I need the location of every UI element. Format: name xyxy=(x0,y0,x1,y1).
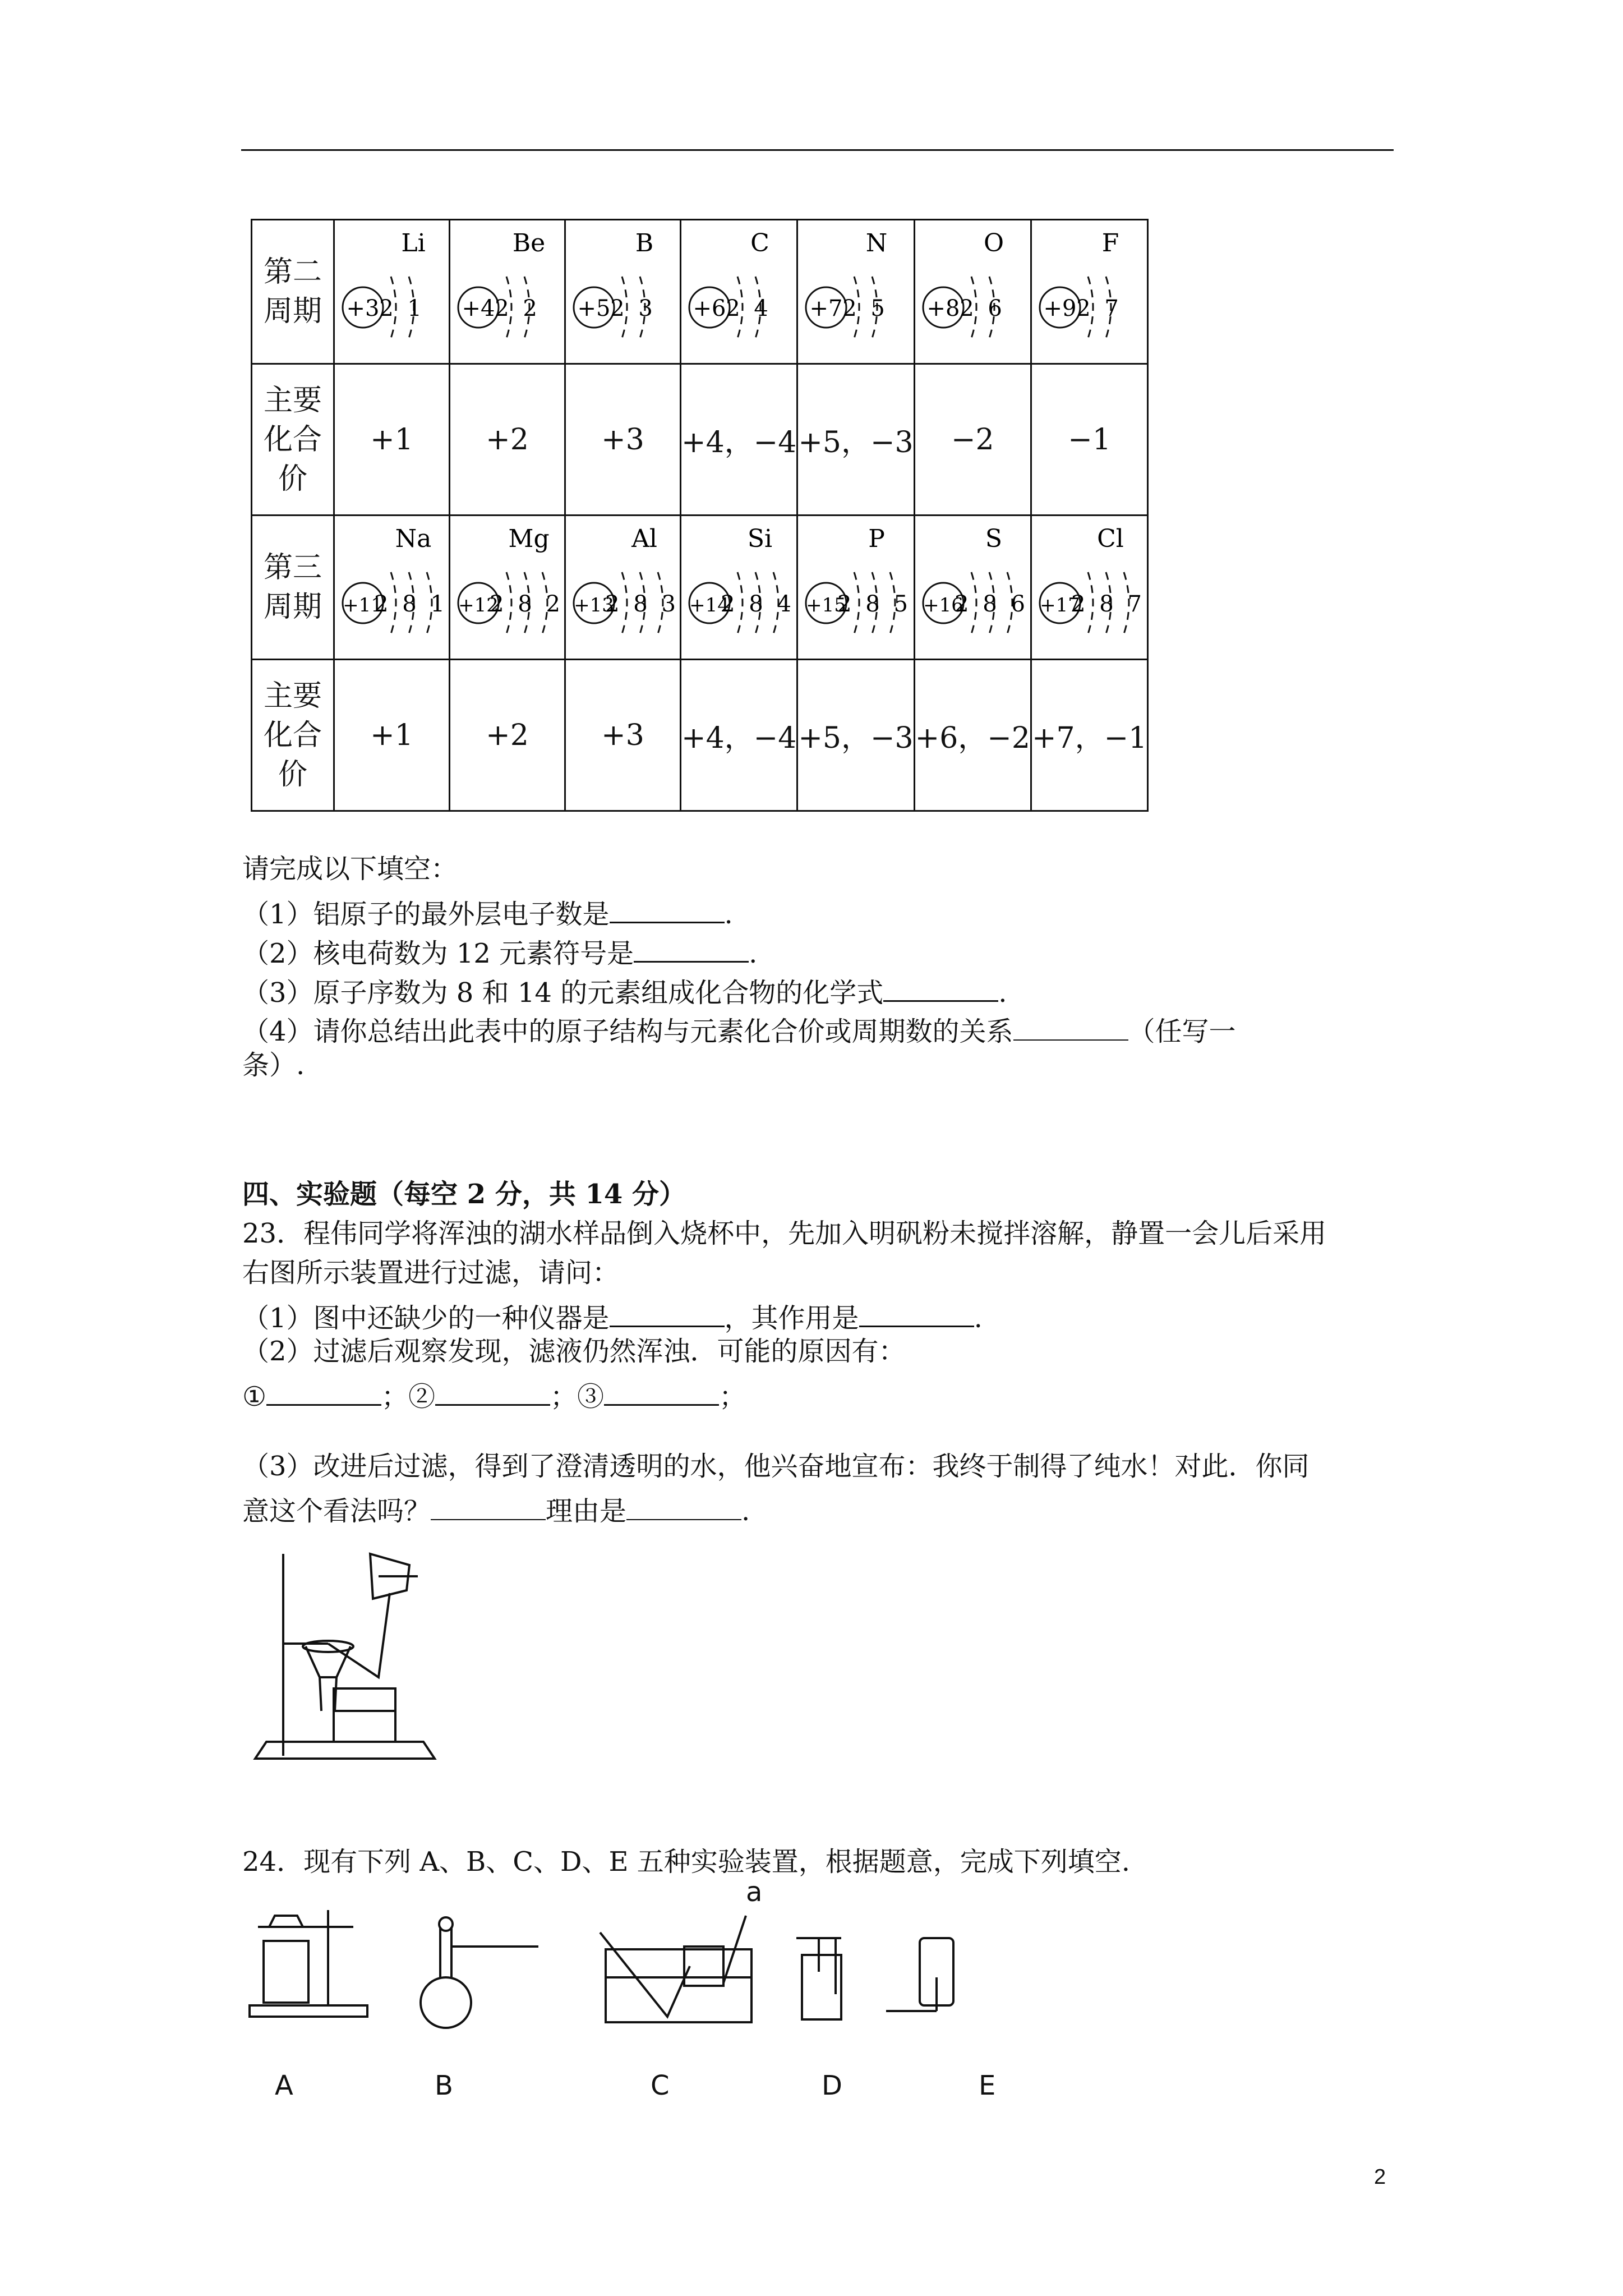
nuclear-charge: +3 xyxy=(346,296,380,321)
element-symbol: B xyxy=(635,229,654,257)
valence-cell: +3 xyxy=(565,364,681,516)
atom-diagram xyxy=(915,516,1029,659)
atom-diagram-cell xyxy=(1031,220,1147,364)
element-symbol: F xyxy=(1101,229,1119,257)
answer-blank[interactable] xyxy=(610,1293,725,1327)
period-label: 第二 周期 xyxy=(252,220,334,364)
electron-counts: 2 8 3 xyxy=(605,591,679,617)
label-B: B xyxy=(435,2070,453,2101)
valence-cell: +4，−4 xyxy=(681,364,797,516)
valence-row xyxy=(252,660,1148,811)
valence-cell: +6，−2 xyxy=(914,660,1031,811)
atom-diagram-cell xyxy=(797,516,914,660)
electron-counts: 2 1 xyxy=(379,296,425,321)
atom-diagram-cell xyxy=(914,220,1031,364)
electron-counts: 2 3 xyxy=(610,296,656,321)
period-label: 第三 周期 xyxy=(252,516,334,660)
atom-diagram-cell xyxy=(565,220,681,364)
atom-diagram xyxy=(450,516,564,659)
atom-diagram xyxy=(681,220,795,363)
electron-counts: 2 2 xyxy=(495,296,541,321)
q24-text: 24．现有下列 A、B、C、D、E 五种实验装置，根据题意，完成下列填空. xyxy=(242,1846,1131,1878)
label-C: C xyxy=(651,2070,670,2101)
atom-diagram-cell xyxy=(914,516,1031,660)
nuclear-charge: +8 xyxy=(926,296,960,321)
label-A: A xyxy=(275,2070,293,2101)
element-symbol: P xyxy=(868,524,886,553)
answer-blank[interactable] xyxy=(1013,1007,1128,1041)
answer-blank[interactable] xyxy=(604,1372,719,1406)
q23-part-2-choices: ① ；② ；③ ； xyxy=(242,1372,746,1416)
answer-blank[interactable] xyxy=(634,928,749,963)
electron-counts: 2 8 7 xyxy=(1071,591,1145,617)
element-symbol: Mg xyxy=(508,524,550,553)
answer-blank[interactable] xyxy=(883,968,998,1002)
nuclear-charge: +14 xyxy=(689,594,730,616)
electron-counts: 2 7 xyxy=(1076,296,1122,321)
answer-blank[interactable] xyxy=(431,1487,546,1520)
answer-blank[interactable] xyxy=(626,1487,741,1520)
electron-counts: 2 8 2 xyxy=(490,591,564,617)
nuclear-charge: +6 xyxy=(693,296,726,321)
answer-blank[interactable] xyxy=(610,889,725,923)
electron-counts: 2 6 xyxy=(959,296,1006,321)
atom-diagram-cell xyxy=(681,220,797,364)
atom-diagram xyxy=(335,220,449,363)
valence-cell: −1 xyxy=(1031,364,1147,516)
atomic-structure-table xyxy=(251,219,1149,812)
lab-apparatus-figure xyxy=(241,1893,1054,2039)
element-symbol: O xyxy=(983,229,1004,257)
valence-row xyxy=(252,364,1148,516)
valence-cell: +1 xyxy=(334,364,450,516)
atom-diagram xyxy=(681,516,795,659)
atom-diagram-cell xyxy=(450,516,565,660)
atom-diagram xyxy=(798,516,912,659)
q23-part-3-line-2: 意这个看法吗？ 理由是 . xyxy=(242,1487,750,1530)
nuclear-charge: +12 xyxy=(458,594,499,616)
answer-blank[interactable] xyxy=(435,1372,550,1406)
element-symbol: S xyxy=(985,524,1002,553)
valence-cell: +2 xyxy=(450,364,565,516)
filtration-apparatus-figure xyxy=(250,1543,463,1767)
q22-item-1: （1）铝原子的最外层电子数是 . xyxy=(242,889,733,933)
atom-diagram-cell xyxy=(334,516,450,660)
electron-counts: 2 8 6 xyxy=(954,591,1029,617)
atom-diagram-cell xyxy=(450,220,565,364)
nuclear-charge: +7 xyxy=(809,296,843,321)
nuclear-charge: +16 xyxy=(923,594,963,616)
label-a: a xyxy=(746,1876,763,1908)
valence-cell: +5，−3 xyxy=(797,660,914,811)
valence-label: 主要 化合 价 xyxy=(252,660,334,811)
element-symbol: Al xyxy=(631,524,657,553)
label-D: D xyxy=(822,2070,842,2101)
q22-item-4: （4）请你总结出此表中的原子结构与元素化合价或周期数的关系 （任写一 xyxy=(242,1007,1236,1051)
element-symbol: Na xyxy=(395,524,432,553)
atom-structure-row xyxy=(252,220,1148,364)
electron-counts: 2 4 xyxy=(726,296,772,321)
atom-structure-row xyxy=(252,516,1148,660)
section-title: 四、实验题（每空 2 分，共 14 分） xyxy=(242,1179,686,1210)
answer-blank[interactable] xyxy=(266,1372,381,1406)
q22-item-2: （2）核电荷数为 12 元素符号是 . xyxy=(242,928,757,973)
element-symbol: Be xyxy=(512,229,546,257)
valence-label: 主要 化合 价 xyxy=(252,364,334,516)
nuclear-charge: +5 xyxy=(577,296,611,321)
answer-blank[interactable] xyxy=(859,1293,974,1327)
element-symbol: Si xyxy=(747,524,773,553)
page-number: 2 xyxy=(1374,2165,1386,2189)
q22-item-3: （3）原子序数为 8 和 14 的元素组成化合物的化学式 . xyxy=(242,968,1007,1012)
atom-diagram-cell xyxy=(681,516,797,660)
element-symbol: Cl xyxy=(1097,524,1124,553)
element-symbol: N xyxy=(866,229,888,257)
atom-diagram xyxy=(335,516,449,659)
q23-part-2: （2）过滤后观察发现，滤液仍然浑浊．可能的原因有： xyxy=(242,1336,906,1367)
label-E: E xyxy=(979,2070,996,2101)
electron-counts: 2 5 xyxy=(842,296,889,321)
nuclear-charge: +17 xyxy=(1040,594,1080,616)
element-symbol: Li xyxy=(401,229,426,257)
electron-counts: 2 8 5 xyxy=(837,591,912,617)
atom-diagram-cell xyxy=(565,516,681,660)
valence-cell: +5，−3 xyxy=(797,364,914,516)
q23-part-1: （1）图中还缺少的一种仪器是 ，其作用是 . xyxy=(242,1293,983,1337)
nuclear-charge: +9 xyxy=(1043,296,1077,321)
atom-diagram xyxy=(1032,516,1146,659)
nuclear-charge: +15 xyxy=(806,594,847,616)
valence-cell: −2 xyxy=(914,364,1031,516)
q23-line-2: 右图所示装置进行过滤，请问： xyxy=(242,1257,620,1289)
q22-item-4-cont: 条）. xyxy=(242,1050,305,1081)
nuclear-charge: +11 xyxy=(343,594,383,616)
nuclear-charge: +13 xyxy=(574,594,614,616)
atom-diagram xyxy=(566,220,680,363)
q23-part-3-line-1: （3）改进后过滤，得到了澄清透明的水，他兴奋地宣布：我终于制得了纯水！对此．你同 xyxy=(242,1451,1310,1482)
atom-diagram xyxy=(450,220,564,363)
valence-cell: +7，−1 xyxy=(1031,660,1147,811)
q23-line-1: 23．程伟同学将浑浊的湖水样品倒入烧杯中，先加入明矾粉未搅拌溶解，静置一会儿后采用 xyxy=(242,1218,1327,1249)
valence-cell: +2 xyxy=(450,660,565,811)
q22-intro: 请完成以下填空： xyxy=(242,853,458,885)
valence-cell: +4，−4 xyxy=(681,660,797,811)
atom-diagram-cell xyxy=(797,220,914,364)
atom-diagram-cell xyxy=(334,220,450,364)
valence-cell: +1 xyxy=(334,660,450,811)
atom-diagram xyxy=(798,220,912,363)
element-symbol: C xyxy=(750,229,769,257)
atom-diagram xyxy=(566,516,680,659)
atom-diagram-cell xyxy=(1031,516,1147,660)
valence-cell: +3 xyxy=(565,660,681,811)
atom-diagram xyxy=(915,220,1029,363)
nuclear-charge: +4 xyxy=(462,296,495,321)
atom-diagram xyxy=(1032,220,1146,363)
electron-counts: 2 8 1 xyxy=(374,591,448,617)
header-rule xyxy=(241,149,1394,151)
electron-counts: 2 8 4 xyxy=(721,591,795,617)
